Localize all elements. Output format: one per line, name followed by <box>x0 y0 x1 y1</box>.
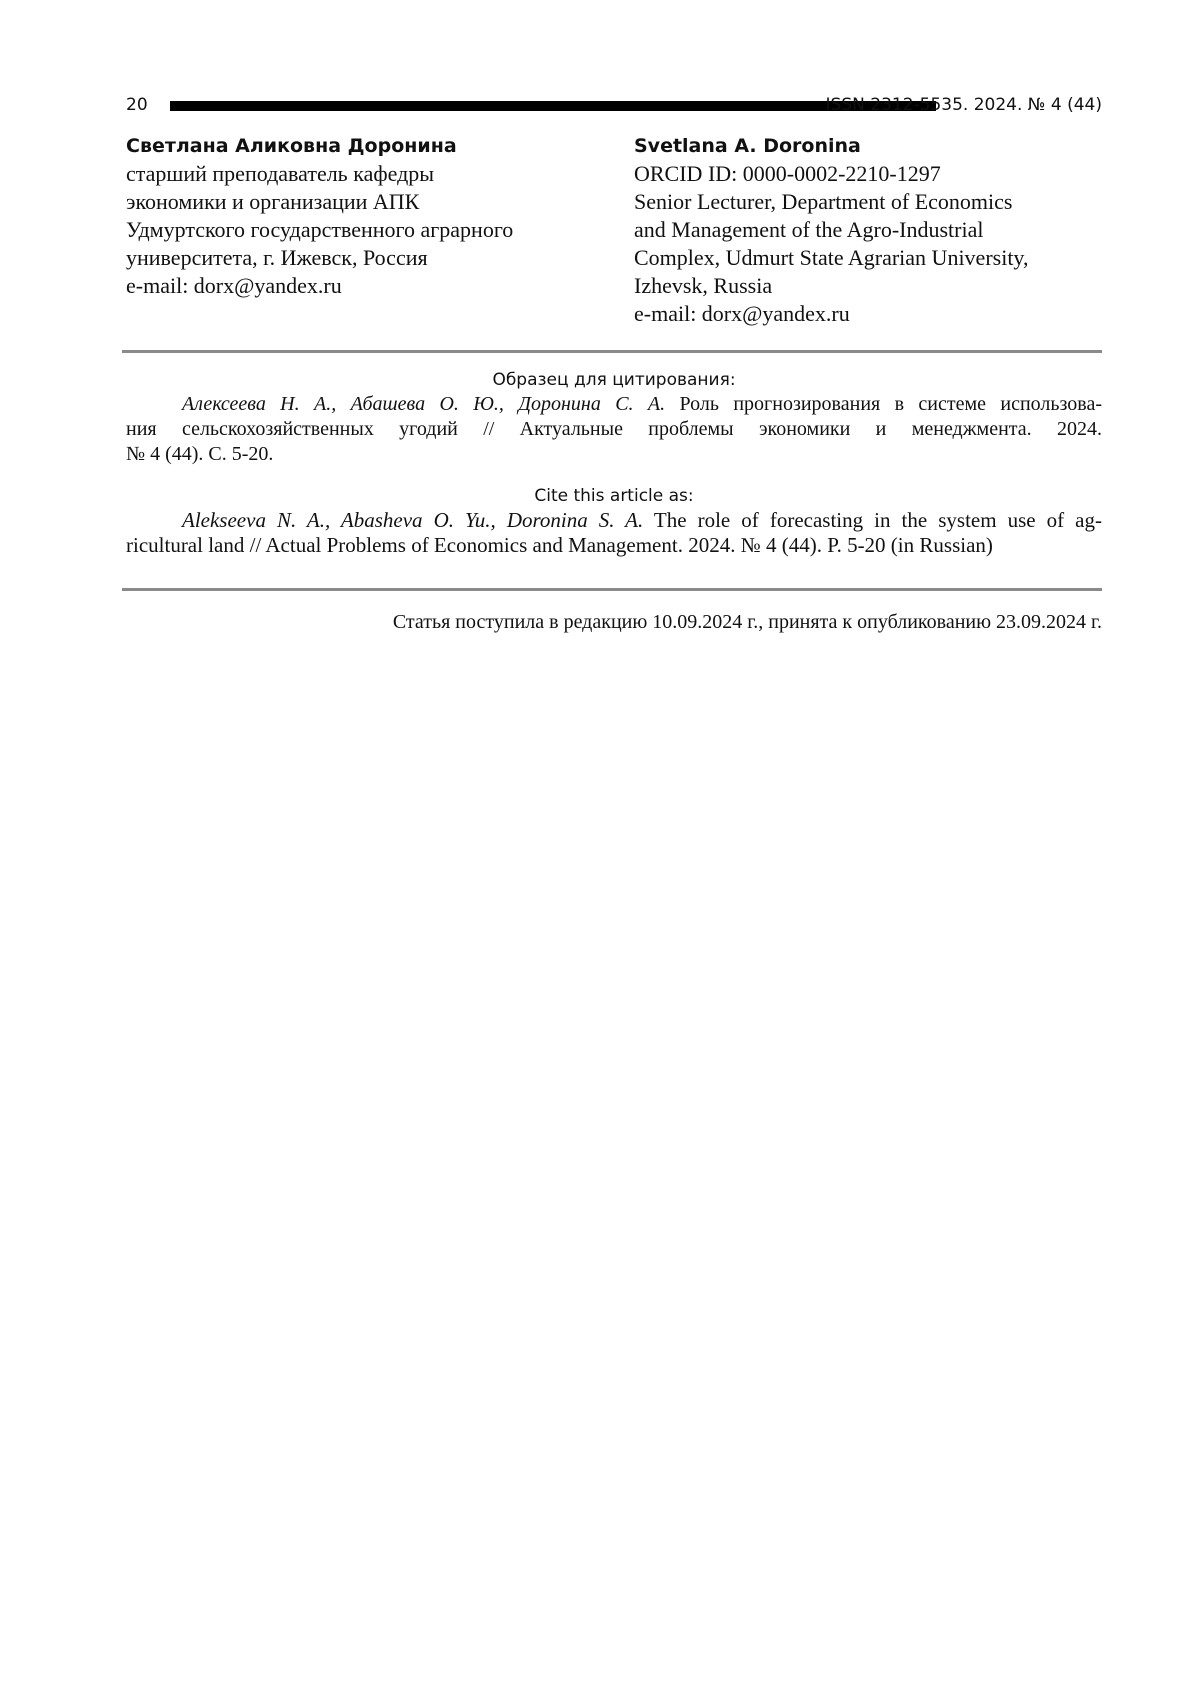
citation-line: № 4 (44). С. 5-20. <box>126 443 274 465</box>
citation-line: Alekseeva N. A., Abasheva O. Yu., Doronina S. A. The role of forecasting in the system use of ag- <box>182 508 1102 532</box>
section-divider <box>122 588 1102 591</box>
author-affiliation-line: Senior Lecturer, Department of Economics <box>634 189 1013 214</box>
page-header <box>126 92 1102 120</box>
citation-authors-ru: Алексеева Н. А., Абашева О. Ю., Доронина С. А. <box>182 393 666 415</box>
author-info-english <box>634 132 1102 328</box>
received-note: Статья поступила в редакцию 10.09.2024 г., принята к опубликованию 23.09.2024 г. <box>392 611 1102 633</box>
citation-heading-en: Cite this article as: <box>534 486 694 506</box>
author-affiliation-line: Удмуртского государственного аграрного <box>126 217 514 242</box>
author-info-russian <box>126 132 586 300</box>
citation-line: Алексеева Н. А., Абашева О. Ю., Доронина С. А. Роль прогнозирования в системе использова- <box>182 393 1102 415</box>
citation-line: ricultural land // Actual Problems of Economics and Management. 2024. № 4 (44). P. 5-20 (in Russian) <box>126 533 993 557</box>
author-name-ru: Светлана Аликовна Доронина <box>126 135 457 157</box>
author-affiliation-line: старший преподаватель кафедры <box>126 161 435 186</box>
author-name-en: Svetlana A. Doronina <box>634 135 861 157</box>
header-rule <box>170 101 936 111</box>
section-divider <box>122 350 1102 353</box>
page-number: 20 <box>126 95 148 115</box>
author-affiliation-line: Izhevsk, Russia <box>634 273 773 298</box>
author-affiliation-line: and Management of the Agro-Industrial <box>634 217 984 242</box>
author-affiliation-line: Complex, Udmurt State Agrarian University, <box>634 245 1029 270</box>
citation-heading-ru: Образец для цитирования: <box>492 370 736 390</box>
issn-label: ISSN 2312-5535. 2024. № 4 (44) <box>825 95 1102 115</box>
citation-english <box>126 484 1102 558</box>
citation-authors-en: Alekseeva N. A., Abasheva O. Yu., Doronina S. A. <box>182 508 644 532</box>
author-affiliation-line: университета, г. Ижевск, Россия <box>126 245 428 270</box>
author-affiliation-line: экономики и организации АПК <box>126 189 420 214</box>
author-email-ru: e-mail: dorx@yandex.ru <box>126 273 342 298</box>
citation-text-en <box>126 508 1102 558</box>
author-email-en: e-mail: dorx@yandex.ru <box>634 301 850 326</box>
citation-russian <box>126 368 1102 467</box>
citation-line: ния сельскохозяйственных угодий // Актуальные проблемы экономики и менеджмента. 2024. <box>126 418 1102 440</box>
citation-text-ru <box>126 392 1102 467</box>
author-orcid: ORCID ID: 0000-0002-2210-1297 <box>634 161 941 186</box>
